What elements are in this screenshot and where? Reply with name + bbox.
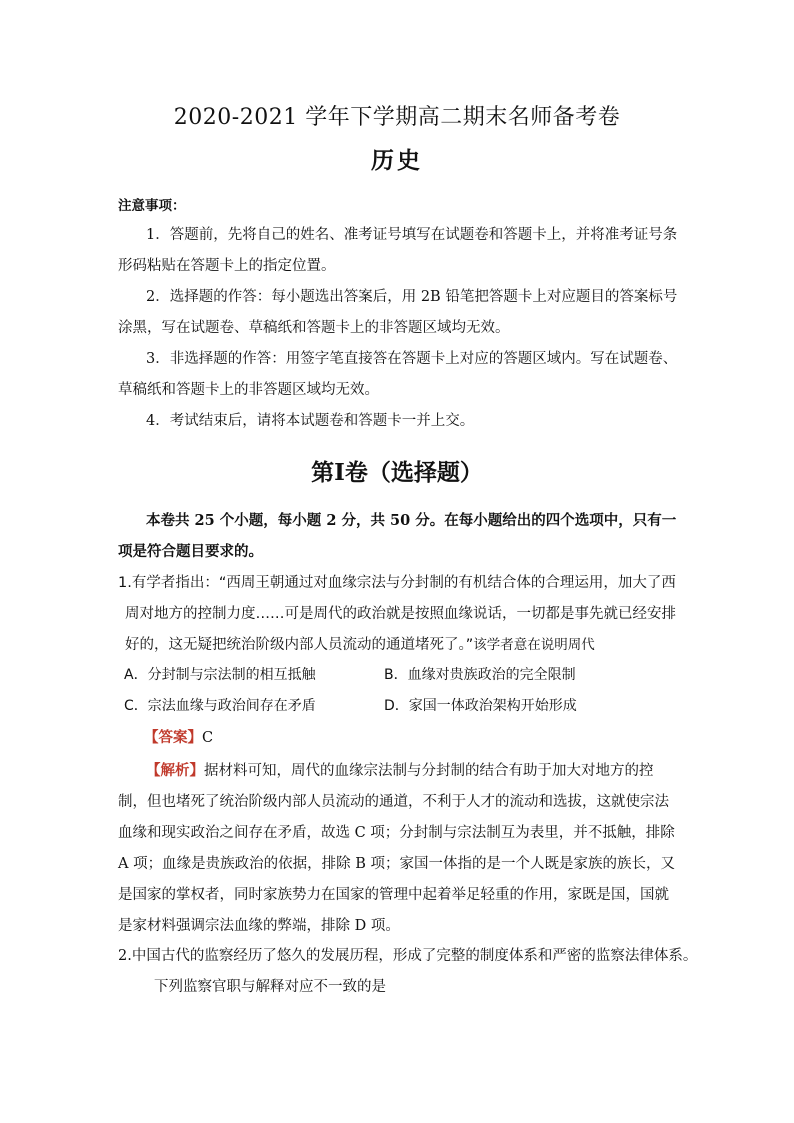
analysis-text: 据材料可知，周代的血缘宗法制与分封制的结合有助于加大对地方的控制，但也堵死了统治阶级内部人员流动的通道，不利于人才的流动和选拔，这就使宗法血缘和现实政治之间存在矛盾，故选 C 项；分封制与宗法制互为表里，并不抵触，排除 A 项；血缘是贵族政治的依据，排除 B 项；家国一体指的是一个人既是家族的族长，又是国家的掌权者，同时家族势力在国家的管理中起着举足轻重的作用，家既是国，国就是家材料强调宗法血缘的弊端，排除 D 项。 <box>118 763 675 934</box>
notice-item-2: 2．选择题的作答：每小题选出答案后，用 2B 铅笔把答题卡上对应题目的答案标号涂黑，写在试题卷、草稿纸和答题卡上的非答题区域均无效。 <box>118 289 678 336</box>
analysis-block <box>118 755 678 942</box>
notice-item-3: 3．非选择题的作答：用签字笔直接答在答题卡上对应的答题区域内。写在试题卷、草稿纸和答题卡上的非答题区域均无效。 <box>118 351 678 398</box>
section-title: 第Ⅰ卷（选择题） <box>311 459 483 486</box>
question-1-prompt: 该学者意在说明周代 <box>473 637 595 653</box>
option-a: A．分封制与宗法制的相互抵触 <box>124 667 316 683</box>
analysis-tag: 【解析】 <box>146 762 204 779</box>
exam-subject: 历史 <box>371 147 423 174</box>
option-d: D．家国一体政治架构开始形成 <box>384 698 577 714</box>
answer-value: C <box>202 730 214 746</box>
exam-title: 2020-2021 学年下学期高二期末名师备考卷 <box>173 105 621 130</box>
question-2-stem: 2.中国古代的监察经历了悠久的发展历程，形成了完整的制度体系和严密的监察法律体系。 下列监察官职与解释对应不一致的是 <box>118 948 698 995</box>
notice-item-1: 1．答题前，先将自己的姓名、准考证号填写在试题卷和答题卡上，并将准考证号条形码粘贴在答题卡上的指定位置。 <box>118 227 678 274</box>
section-instructions: 本卷共 25 个小题，每小题 2 分，共 50 分。在每小题给出的四个选项中，只有一项是符合题目要求的。 <box>118 512 677 560</box>
option-b: B．血缘对贵族政治的完全限制 <box>384 667 576 683</box>
option-c: C．宗法血缘与政治间存在矛盾 <box>124 698 316 714</box>
notice-item-4: 4．考试结束后，请将本试题卷和答题卡一并上交。 <box>146 413 475 429</box>
notice-heading: 注意事项： <box>118 198 186 214</box>
answer-tag: 【答案】 <box>144 729 202 746</box>
answer-line <box>144 726 213 750</box>
question-1-stem: 1.有学者指出：“西周王朝通过对血缘宗法与分封制的有机结合体的合理运用，加大了西 周对地方的控制力度……可是周代的政治就是按照血缘说话，一切都是事先就已经安排 好的，这无疑把统治阶级内部人员流动的通道堵死了。”该学者意在说明周代 <box>118 575 676 653</box>
